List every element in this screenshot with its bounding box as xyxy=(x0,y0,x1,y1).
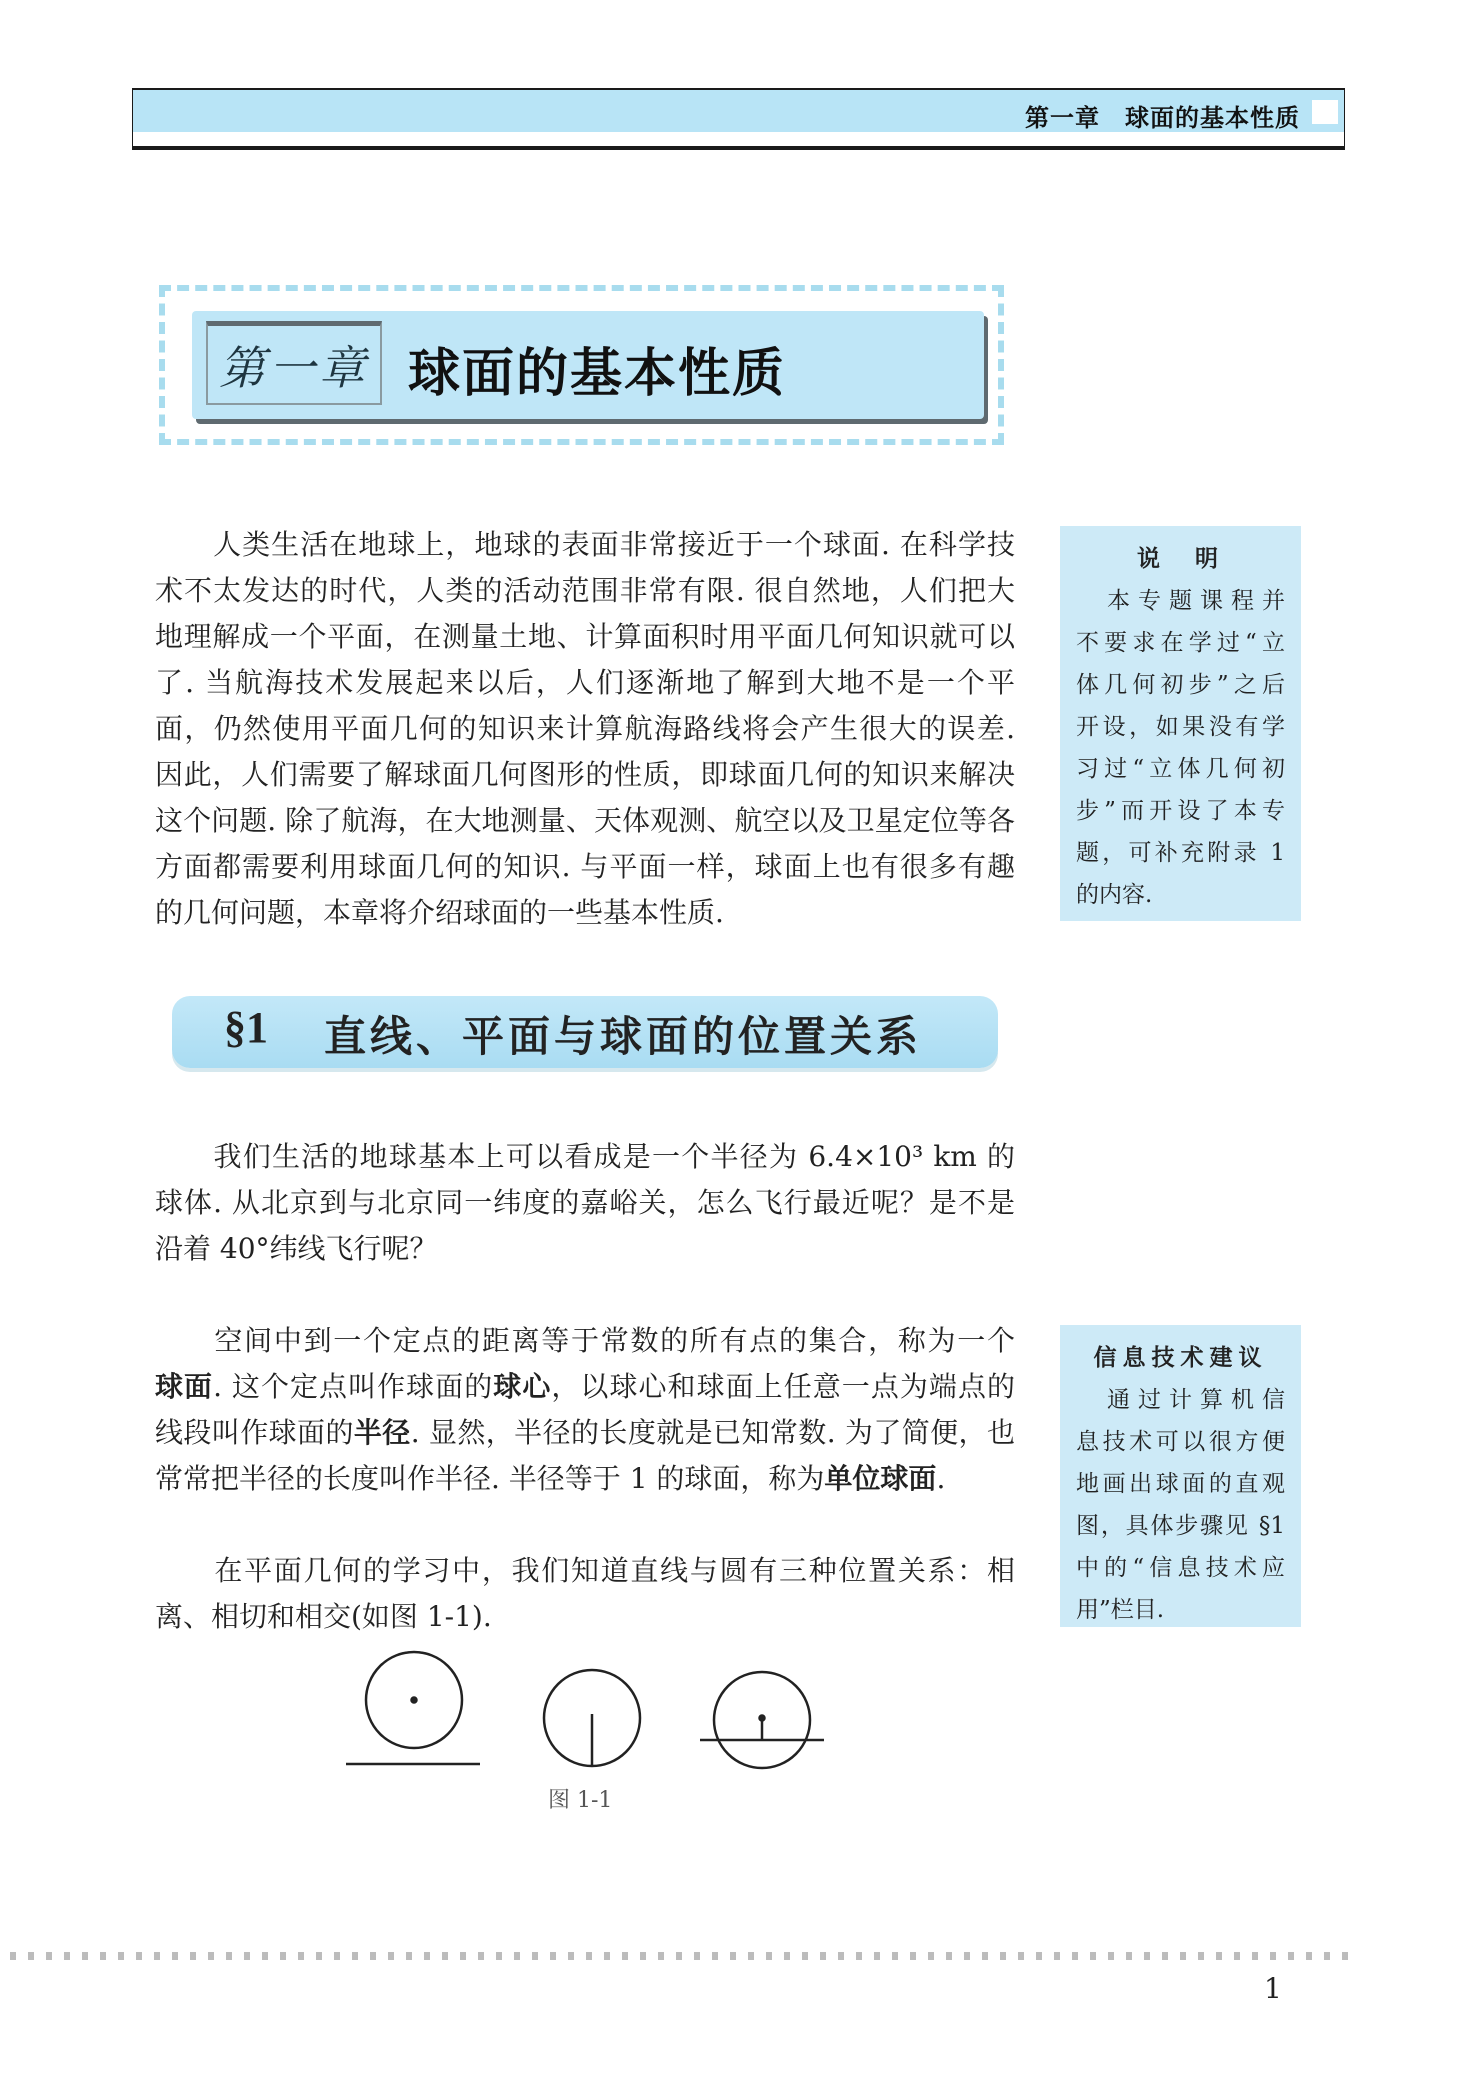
section-heading xyxy=(172,996,998,1068)
bold-term: 球面 xyxy=(155,1370,214,1403)
sidebar-line: 用”栏目. xyxy=(1076,1597,1165,1623)
text-line xyxy=(155,522,1015,568)
text-line xyxy=(155,1180,1015,1226)
text-line xyxy=(155,1318,1015,1364)
text-line xyxy=(155,890,1015,936)
footer-dotted-rule xyxy=(10,1952,1360,1960)
sidebar-line: 通过计算机信 xyxy=(1076,1387,1285,1413)
text-segment: 的几何问题，本章将介绍球面的一些基本性质. xyxy=(155,896,724,929)
intro-paragraph xyxy=(155,522,1015,936)
circle-tangent-diagram xyxy=(544,1670,640,1766)
section-number: §1 xyxy=(224,1003,268,1052)
chapter-number: 第一章 xyxy=(206,321,382,405)
page-number: 1 xyxy=(1264,1972,1282,2005)
chapter-title: 球面的基本性质 xyxy=(408,344,787,404)
text-segment: 球体. 从北京到与北京同一纬度的嘉峪关，怎么飞行最近呢？是不是 xyxy=(155,1186,1015,1219)
text-line xyxy=(155,1410,1015,1456)
text-segment: 离、相切和相交(如图 1-1). xyxy=(155,1600,492,1633)
running-title: 第一章 球面的基本性质 xyxy=(1025,104,1300,132)
sphere-definition-paragraph xyxy=(155,1318,1015,1502)
text-line xyxy=(155,660,1015,706)
circle-relations-paragraph xyxy=(155,1548,1015,1640)
sidebar-line: 的内容. xyxy=(1076,882,1153,908)
text-segment: 在平面几何的学习中，我们知道直线与圆有三种位置关系：相 xyxy=(155,1554,1015,1587)
text-line xyxy=(155,1364,1015,1410)
sidebar-line: 本专题课程并 xyxy=(1076,588,1285,614)
text-line xyxy=(155,1134,1015,1180)
running-header xyxy=(132,88,1345,150)
text-segment: 常常把半径的长度叫作半径. 半径等于 1 的球面，称为 xyxy=(155,1462,825,1495)
sidebar-line: 不要求在学过“立 xyxy=(1076,630,1285,656)
text-segment: 人类生活在地球上，地球的表面非常接近于一个球面. 在科学技 xyxy=(155,528,1015,561)
sidebar-line: 习过“立体几何初 xyxy=(1076,756,1285,782)
text-segment: 空间中到一个定点的距离等于常数的所有点的集合，称为一个 xyxy=(155,1324,1015,1357)
text-line xyxy=(155,798,1015,844)
sidebar-title: 信息技术建议 xyxy=(1093,1345,1268,1371)
text-segment: ，以球心和球面上任意一点为端点的 xyxy=(551,1370,1015,1403)
chapter-title-banner xyxy=(192,311,984,419)
text-line xyxy=(155,1594,1015,1640)
text-line xyxy=(155,1456,1015,1502)
text-segment: 术不太发达的时代，人类的活动范围非常有限. 很自然地，人们把大 xyxy=(155,574,1015,607)
text-segment: 方面都需要利用球面几何的知识. 与平面一样，球面上也有很多有趣 xyxy=(155,850,1015,883)
text-line xyxy=(155,844,1015,890)
circle-separate-diagram xyxy=(346,1652,480,1764)
text-line xyxy=(155,752,1015,798)
text-segment: 线段叫作球面的 xyxy=(155,1416,354,1449)
bold-term: 单位球面 xyxy=(824,1462,937,1495)
earth-paragraph xyxy=(155,1134,1015,1272)
text-line xyxy=(155,706,1015,752)
text-segment: 面，仍然使用平面几何的知识来计算航海路线将会产生很大的误差. xyxy=(155,712,1015,745)
text-segment: 地理解成一个平面，在测量土地、计算面积时用平面几何知识就可以 xyxy=(155,620,1015,653)
header-square-decoration xyxy=(1312,100,1338,124)
text-segment: . 这个定点叫作球面的 xyxy=(213,1370,494,1403)
text-segment: 我们生活的地球基本上可以看成是一个半径为 6.4×10³ km 的 xyxy=(155,1140,1015,1173)
it-suggestion-sidebar xyxy=(1060,1325,1301,1627)
sidebar-line: 步”而开设了本专 xyxy=(1076,798,1285,824)
figure-caption: 图 1-1 xyxy=(548,1788,613,1813)
bold-term: 球心 xyxy=(493,1370,552,1403)
sidebar-line: 图，具体步骤见 §1 xyxy=(1076,1513,1285,1539)
sidebar-line: 开设，如果没有学 xyxy=(1076,714,1285,740)
sidebar-line: 题，可补充附录 1 xyxy=(1076,840,1285,866)
text-line xyxy=(155,568,1015,614)
text-segment: 这个问题. 除了航海，在大地测量、天体观测、航空以及卫星定位等各 xyxy=(155,804,1015,837)
section-title: 直线、平面与球面的位置关系 xyxy=(324,1012,923,1061)
sidebar-title: 说 明 xyxy=(1137,546,1224,572)
sidebar-line: 息技术可以很方便 xyxy=(1076,1429,1285,1455)
text-line xyxy=(155,614,1015,660)
text-line xyxy=(155,1548,1015,1594)
bold-term: 半径 xyxy=(353,1416,411,1449)
sidebar-line: 地画出球面的直观 xyxy=(1076,1471,1285,1497)
text-segment: . 显然，半径的长度就是已知常数. 为了简便，也 xyxy=(410,1416,1015,1449)
text-segment: 因此，人们需要了解球面几何图形的性质，即球面几何的知识来解决 xyxy=(155,758,1015,791)
circle-intersect-diagram xyxy=(700,1672,824,1768)
text-segment: 沿着 40°纬线飞行呢？ xyxy=(155,1232,438,1265)
sidebar-line: 体几何初步”之后 xyxy=(1076,672,1285,698)
text-line xyxy=(155,1226,1015,1272)
note-sidebar xyxy=(1060,526,1301,921)
figure-1-1 xyxy=(330,1648,850,1788)
text-segment: 了. 当航海技术发展起来以后，人们逐渐地了解到大地不是一个平 xyxy=(155,666,1015,699)
sidebar-line: 中的“信息技术应 xyxy=(1076,1555,1285,1581)
text-segment: . xyxy=(936,1462,946,1495)
